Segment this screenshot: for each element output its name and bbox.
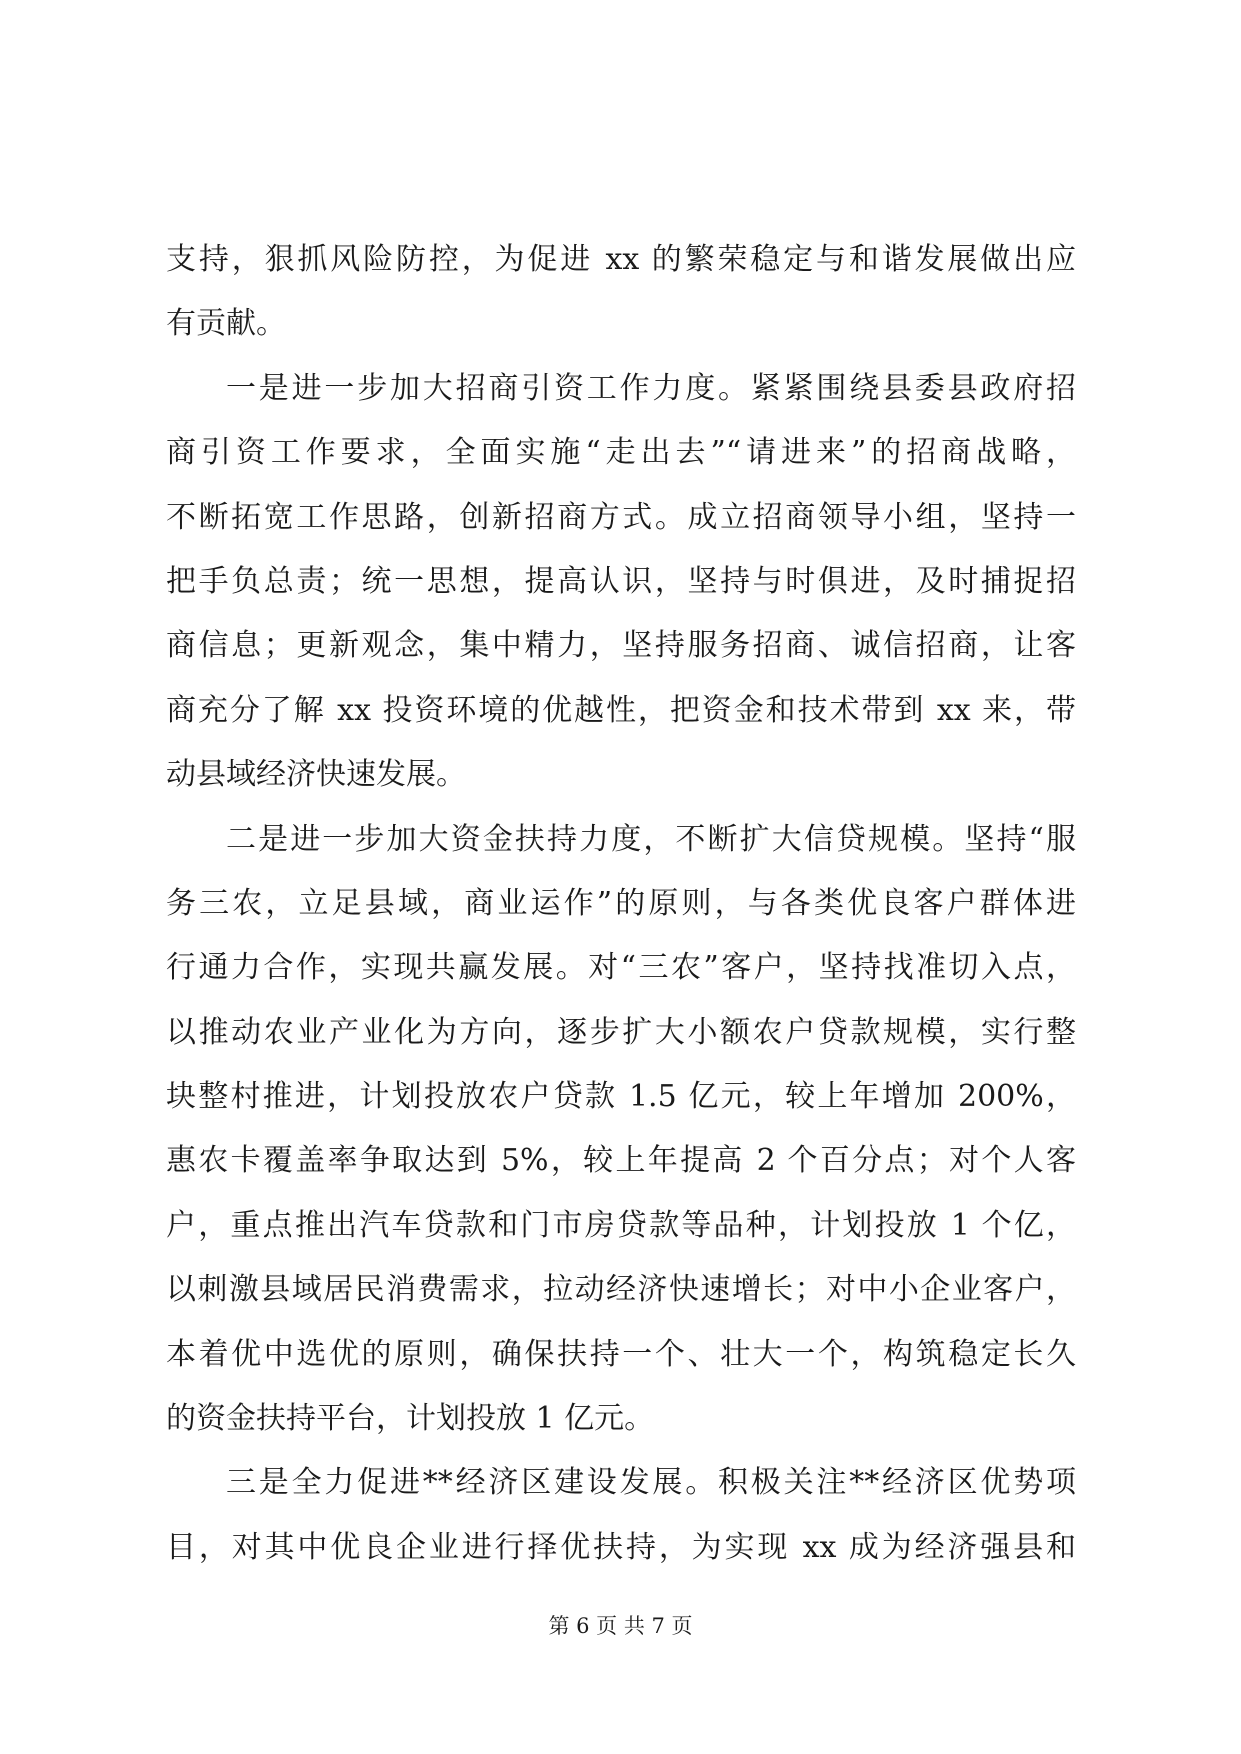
text-line: 商引资工作要求，全面实施“走出去”“请进来”的招商战略， bbox=[166, 435, 1076, 471]
text-line: 块整村推进，计划投放农户贷款 1.5 亿元，较上年增加 200%， bbox=[166, 1079, 1076, 1115]
text-line: 户，重点推出汽车贷款和门市房贷款等品种，计划投放 1 个亿， bbox=[166, 1207, 1076, 1243]
text-line: 商充分了解 xx 投资环境的优越性，把资金和技术带到 xx 来，带 bbox=[166, 692, 1076, 728]
text-line: 不断拓宽工作思路，创新招商方式。成立招商领导小组，坚持一 bbox=[166, 499, 1076, 535]
text-line: 一是进一步加大招商引资工作力度。紧紧围绕县委县政府招 bbox=[226, 370, 1076, 406]
text-line: 务三农，立足县域，商业运作”的原则，与各类优良客户群体进 bbox=[166, 885, 1076, 921]
text-line: 惠农卡覆盖率争取达到 5%，较上年提高 2 个百分点；对个人客 bbox=[166, 1143, 1076, 1179]
text-line: 以推动农业产业化为方向，逐步扩大小额农户贷款规模，实行整 bbox=[166, 1014, 1076, 1050]
document-body bbox=[166, 228, 1076, 1580]
text-line: 目，对其中优良企业进行择优扶持，为实现 xx 成为经济强县和 bbox=[166, 1529, 1076, 1565]
text-line: 商信息；更新观念，集中精力，坚持服务招商、诚信招商，让客 bbox=[166, 628, 1076, 664]
text-line: 本着优中选优的原则，确保扶持一个、壮大一个，构筑稳定长久 bbox=[166, 1336, 1076, 1372]
text-line: 的资金扶持平台，计划投放 1 亿元。 bbox=[166, 1401, 655, 1437]
text-line: 有贡献。 bbox=[166, 306, 286, 342]
text-line: 以刺激县域居民消费需求，拉动经济快速增长；对中小企业客户， bbox=[166, 1272, 1076, 1308]
text-line: 动县域经济快速发展。 bbox=[166, 757, 466, 793]
text-line: 支持，狠抓风险防控，为促进 xx 的繁荣稳定与和谐发展做出应 bbox=[166, 242, 1076, 277]
page-footer: 第 6 页 共 7 页 bbox=[548, 1614, 693, 1638]
text-line: 三是全力促进**经济区建设发展。积极关注**经济区优势项 bbox=[226, 1465, 1076, 1501]
text-line: 二是进一步加大资金扶持力度，不断扩大信贷规模。坚持“服 bbox=[226, 821, 1076, 857]
text-line: 行通力合作，实现共赢发展。对“三农”客户，坚持找准切入点， bbox=[166, 950, 1076, 986]
text-line: 把手负总责；统一思想，提高认识，坚持与时俱进，及时捕捉招 bbox=[166, 563, 1076, 599]
